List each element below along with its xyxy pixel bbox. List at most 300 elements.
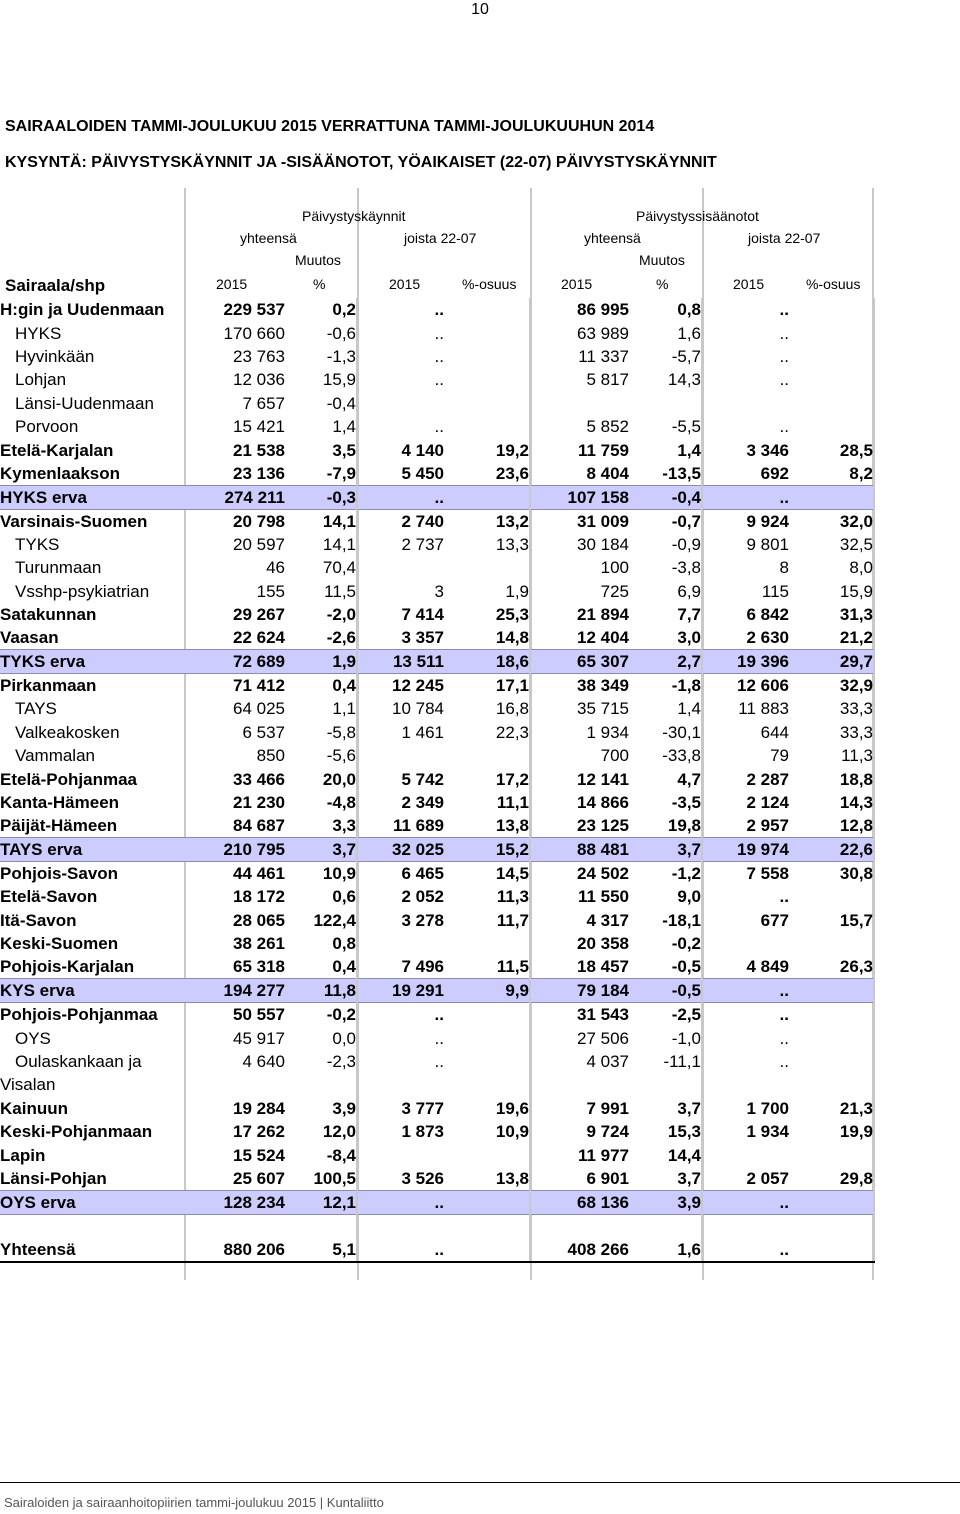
- cell-value: 4 140: [401, 440, 444, 460]
- cell-value: 4 317: [586, 910, 629, 930]
- cell-value: 100,5: [285, 1167, 357, 1191]
- cell-value: 64 025: [233, 699, 285, 719]
- table-row: [0, 744, 874, 767]
- row-label: Pirkanmaan: [0, 676, 97, 696]
- cell-value: 12,0: [285, 1120, 357, 1143]
- table-row: [0, 697, 874, 720]
- cell-value: [702, 932, 789, 955]
- cell-value: 6 901: [586, 1168, 629, 1188]
- cell-value: 18 172: [233, 887, 285, 907]
- cell-value: 2,7: [629, 650, 702, 674]
- cell-value: 408 266: [530, 1238, 629, 1262]
- cell-value: 9 724: [586, 1122, 629, 1142]
- header-year: 2015: [216, 276, 248, 292]
- row-label: Etelä-Savon: [0, 887, 98, 907]
- cell-value: [789, 1143, 874, 1166]
- cell-value: 6,9: [629, 580, 702, 603]
- cell-value: 2 052: [401, 887, 444, 907]
- row-label: Kanta-Hämeen: [0, 793, 120, 813]
- table-row: [0, 862, 874, 886]
- cell-value: 3 526: [401, 1168, 444, 1188]
- cell-value: [702, 1073, 789, 1096]
- cell-value: 9,0: [629, 885, 702, 908]
- row-label: Päijät-Hämeen: [0, 816, 118, 836]
- cell-value: 7 496: [401, 957, 444, 977]
- cell-value: 14,1: [285, 509, 357, 533]
- cell-value: -0,4: [629, 485, 702, 509]
- cell-value: 19 396: [702, 650, 789, 674]
- header-share: %-osuus: [806, 276, 861, 292]
- cell-value: [357, 1214, 444, 1238]
- cell-value: 128 234: [184, 1190, 285, 1214]
- cell-value: 7 414: [401, 605, 444, 625]
- cell-value: ..: [357, 1238, 444, 1262]
- cell-value: -5,7: [629, 345, 702, 368]
- cell-value: 25 607: [233, 1168, 285, 1188]
- cell-value: [789, 979, 874, 1003]
- cell-value: 3 777: [401, 1098, 444, 1118]
- header-change-visits: Muutos: [295, 252, 341, 268]
- cell-value: ..: [779, 323, 789, 343]
- cell-value: 21 230: [233, 793, 285, 813]
- cell-value: [444, 1190, 530, 1214]
- cell-value: [530, 1214, 629, 1238]
- cell-value: 12 245: [392, 676, 444, 696]
- table-row: [0, 392, 874, 415]
- cell-value: -5,6: [285, 744, 357, 767]
- cell-value: 19,8: [629, 814, 702, 838]
- cell-value: [789, 932, 874, 955]
- report-title: SAIRAALOIDEN TAMMI-JOULUKUU 2015 VERRATTUNA TAMMI-JOULUKUUHUN 2014: [5, 118, 655, 135]
- page-number: 10: [471, 1, 489, 18]
- cell-value: ..: [702, 1190, 789, 1214]
- cell-value: 27 506: [577, 1028, 629, 1048]
- row-label: Vammalan: [15, 746, 95, 766]
- cell-value: 38 349: [577, 676, 629, 696]
- cell-value: 14,1: [285, 533, 357, 556]
- cell-value: 31 009: [577, 511, 629, 531]
- cell-value: 19 291: [357, 979, 444, 1003]
- cell-value: 7 991: [586, 1098, 629, 1118]
- cell-value: [702, 392, 789, 415]
- cell-value: 20 798: [233, 511, 285, 531]
- cell-value: 14,3: [789, 791, 874, 814]
- cell-value: 2 740: [401, 511, 444, 531]
- cell-value: -0,2: [629, 932, 702, 955]
- cell-value: 11,3: [789, 744, 874, 767]
- cell-value: -2,5: [629, 1003, 702, 1027]
- cell-value: 11 883: [738, 699, 789, 719]
- cell-value: ..: [779, 887, 789, 907]
- cell-value: 725: [600, 581, 629, 601]
- cell-value: [184, 1214, 285, 1238]
- row-label: [0, 1214, 184, 1238]
- cell-value: 18,6: [444, 650, 530, 674]
- row-label: OYS erva: [0, 1190, 184, 1214]
- cell-value: -5,5: [629, 415, 702, 438]
- cell-value: 14,5: [444, 862, 530, 886]
- cell-value: -5,8: [285, 721, 357, 744]
- table-row: [0, 438, 874, 461]
- table-row: [0, 1003, 874, 1027]
- table-header: [0, 188, 880, 298]
- cell-value: ..: [434, 346, 444, 366]
- row-label: Vaasan: [0, 628, 59, 648]
- cell-value: -7,9: [285, 462, 357, 486]
- cell-value: [789, 1190, 874, 1214]
- cell-value: 22,3: [444, 721, 530, 744]
- cell-value: 44 461: [233, 864, 285, 884]
- cell-value: 11 550: [577, 887, 629, 907]
- row-label: Länsi-Pohjan: [0, 1168, 107, 1188]
- cell-value: 115: [761, 581, 789, 601]
- cell-value: 107 158: [530, 485, 629, 509]
- cell-value: 15 421: [233, 417, 285, 437]
- cell-value: 229 537: [223, 300, 285, 320]
- cell-value: 15,2: [444, 838, 530, 862]
- cell-value: [789, 485, 874, 509]
- cell-value: 11 689: [392, 816, 444, 836]
- cell-value: 155: [256, 581, 285, 601]
- header-hospital-label: Sairaala/shp: [5, 276, 106, 295]
- cell-value: -0,3: [285, 485, 357, 509]
- row-label: Lapin: [0, 1145, 46, 1165]
- cell-value: 11,7: [444, 909, 530, 932]
- cell-value: 17 262: [233, 1122, 285, 1142]
- cell-value: 4 640: [242, 1052, 285, 1071]
- header-percent: %: [656, 276, 669, 292]
- cell-value: 23 136: [233, 463, 285, 483]
- cell-value: 29 267: [233, 605, 285, 625]
- erva-summary-row: [0, 650, 874, 674]
- row-label: Varsinais-Suomen: [0, 511, 148, 531]
- cell-value: -0,2: [285, 1003, 357, 1027]
- cell-value: [444, 321, 530, 344]
- cell-value: 30 184: [577, 534, 629, 554]
- cell-value: 70,4: [285, 556, 357, 579]
- cell-value: [444, 1050, 530, 1073]
- table-row: [0, 580, 874, 603]
- cell-value: 8 404: [586, 463, 629, 483]
- row-label: Pohjois-Pohjanmaa: [0, 1005, 158, 1025]
- cell-value: [789, 345, 874, 368]
- row-label: Satakunnan: [0, 605, 97, 625]
- cell-value: 677: [760, 910, 789, 930]
- cell-value: 18,8: [789, 767, 874, 790]
- cell-value: 15 524: [233, 1145, 285, 1165]
- cell-value: 3,0: [629, 626, 702, 650]
- cell-value: 13,8: [444, 1167, 530, 1191]
- cell-value: [789, 1003, 874, 1027]
- table-row: [0, 1143, 874, 1166]
- table-row: [0, 1120, 874, 1143]
- header-year: 2015: [389, 276, 421, 292]
- cell-value: 3 346: [746, 440, 789, 460]
- cell-value: -11,1: [629, 1050, 702, 1073]
- cell-value: 12 036: [233, 370, 285, 390]
- row-label: Lohjan: [15, 370, 67, 390]
- cell-value: -0,7: [629, 509, 702, 533]
- cell-value: 644: [760, 722, 789, 742]
- cell-value: 11,3: [444, 885, 530, 908]
- cell-value: 28 065: [233, 910, 285, 930]
- cell-value: 3,5: [285, 438, 357, 461]
- cell-value: [444, 932, 530, 955]
- cell-value: 68 136: [530, 1190, 629, 1214]
- row-label: Turunmaan: [15, 558, 102, 578]
- cell-value: 5 817: [586, 370, 629, 390]
- row-label: Kainuun: [0, 1098, 68, 1118]
- cell-value: -33,8: [629, 744, 702, 767]
- cell-value: [444, 1143, 530, 1166]
- cell-value: 15,9: [285, 368, 357, 391]
- cell-value: 11 977: [577, 1145, 629, 1165]
- header-year: 2015: [733, 276, 765, 292]
- row-label: Oulaskankaan ja: [15, 1052, 142, 1071]
- cell-value: [789, 1026, 874, 1049]
- cell-value: 4 849: [746, 957, 789, 977]
- cell-value: 2 737: [401, 534, 444, 554]
- cell-value: [285, 1214, 357, 1238]
- cell-value: 19,9: [789, 1120, 874, 1143]
- table-row: [0, 721, 874, 744]
- cell-value: -2,0: [285, 603, 357, 626]
- cell-value: 1 700: [746, 1098, 789, 1118]
- cell-value: [444, 345, 530, 368]
- cell-value: 170 660: [223, 323, 285, 343]
- cell-value: 1,6: [629, 321, 702, 344]
- table-row: [0, 321, 874, 344]
- cell-value: 850: [256, 746, 285, 766]
- cell-value: [629, 1214, 702, 1238]
- cell-value: 0,8: [285, 932, 357, 955]
- cell-value: 33 466: [233, 769, 285, 789]
- row-label: Visalan: [0, 1075, 56, 1095]
- row-label: HYKS erva: [0, 485, 184, 509]
- cell-value: ..: [702, 1238, 789, 1262]
- statistics-table: [0, 188, 880, 1263]
- cell-value: ..: [702, 979, 789, 1003]
- cell-value: 0,6: [285, 885, 357, 908]
- cell-value: 79: [770, 746, 789, 766]
- cell-value: 9,9: [444, 979, 530, 1003]
- table-row: [0, 909, 874, 932]
- cell-value: ..: [434, 1005, 444, 1025]
- cell-value: 84 687: [233, 816, 285, 836]
- table-row: [0, 462, 874, 486]
- header-night-visits: joista 22-07: [404, 230, 477, 246]
- table-row: [0, 1050, 874, 1073]
- cell-value: [789, 1073, 874, 1096]
- cell-value: 100: [600, 558, 629, 578]
- cell-value: 1,4: [285, 415, 357, 438]
- cell-value: 32,0: [789, 509, 874, 533]
- row-label: Hyvinkään: [15, 346, 95, 366]
- cell-value: ..: [779, 1052, 789, 1071]
- cell-value: 1,4: [629, 438, 702, 461]
- cell-value: 30,8: [789, 862, 874, 886]
- cell-value: 33,3: [789, 721, 874, 744]
- cell-value: 0,2: [285, 298, 357, 321]
- cell-value: 15,9: [789, 580, 874, 603]
- row-label: Kymenlaakson: [0, 463, 120, 483]
- cell-value: -3,8: [629, 556, 702, 579]
- cell-value: 23 763: [233, 346, 285, 366]
- table-row: [0, 415, 874, 438]
- cell-value: [444, 298, 530, 321]
- cell-value: 18 457: [577, 957, 629, 977]
- table-row: [0, 298, 874, 321]
- cell-value: 23,6: [444, 462, 530, 486]
- header-group-visits: Päivystyskäynnit: [302, 208, 406, 224]
- table-row: [0, 814, 874, 838]
- cell-value: -0,4: [285, 392, 357, 415]
- cell-value: [357, 556, 444, 579]
- cell-value: 26,3: [789, 955, 874, 979]
- cell-value: 21 894: [577, 605, 629, 625]
- cell-value: 20,0: [285, 767, 357, 790]
- header-total-visits: yhteensä: [240, 230, 297, 246]
- cell-value: 11,5: [444, 955, 530, 979]
- cell-value: [629, 392, 702, 415]
- cell-value: 2 349: [401, 793, 444, 813]
- cell-value: 7 558: [746, 864, 789, 884]
- cell-value: 29,8: [789, 1167, 874, 1191]
- cell-value: [444, 1073, 530, 1096]
- row-label: TAYS erva: [0, 838, 184, 862]
- cell-value: [357, 1143, 444, 1166]
- cell-value: [444, 1238, 530, 1262]
- cell-value: 11 759: [577, 440, 629, 460]
- cell-value: 63 989: [577, 323, 629, 343]
- cell-value: 14 866: [577, 793, 629, 813]
- cell-value: 700: [600, 746, 629, 766]
- cell-value: ..: [357, 485, 444, 509]
- cell-value: ..: [357, 1190, 444, 1214]
- cell-value: 19,6: [444, 1097, 530, 1120]
- cell-value: 46: [266, 558, 285, 578]
- table-row: [0, 955, 874, 979]
- cell-value: 88 481: [530, 838, 629, 862]
- cell-value: [789, 1050, 874, 1073]
- cell-value: [444, 556, 530, 579]
- cell-value: 3 278: [401, 910, 444, 930]
- cell-value: ..: [434, 1052, 444, 1071]
- erva-summary-row: [0, 979, 874, 1003]
- row-label: TYKS: [15, 534, 60, 554]
- row-label: KYS erva: [0, 979, 184, 1003]
- header-share: %-osuus: [462, 276, 517, 292]
- row-label: Pohjois-Savon: [0, 864, 119, 884]
- page-footer: Sairaloiden ja sairaanhoitopiirien tammi-joulukuu 2015 | Kuntaliitto: [4, 1495, 384, 1510]
- cell-value: -1,0: [629, 1026, 702, 1049]
- cell-value: 35 715: [577, 699, 629, 719]
- table-row: [0, 603, 874, 626]
- cell-value: 15,7: [789, 909, 874, 932]
- cell-value: -1,2: [629, 862, 702, 886]
- total-row: [0, 1238, 874, 1262]
- cell-value: 22,6: [789, 838, 874, 862]
- cell-value: 0,4: [285, 674, 357, 698]
- cell-value: 274 211: [184, 485, 285, 509]
- cell-value: 65 318: [233, 957, 285, 977]
- cell-value: ..: [434, 323, 444, 343]
- table-row: [0, 626, 874, 650]
- cell-value: [530, 1073, 629, 1096]
- cell-value: 880 206: [184, 1238, 285, 1262]
- cell-value: 71 412: [233, 676, 285, 696]
- cell-value: -30,1: [629, 721, 702, 744]
- cell-value: ..: [779, 370, 789, 390]
- cell-value: 11,1: [444, 791, 530, 814]
- row-label: Valkeakosken: [15, 722, 120, 742]
- cell-value: 21,2: [789, 626, 874, 650]
- cell-value: 3,7: [629, 1167, 702, 1191]
- cell-value: 32,5: [789, 533, 874, 556]
- cell-value: 33,3: [789, 697, 874, 720]
- row-label: Pohjois-Karjalan: [0, 957, 135, 977]
- cell-value: [444, 744, 530, 767]
- cell-value: 45 917: [233, 1028, 285, 1048]
- cell-value: 2 957: [746, 816, 789, 836]
- row-label: H:gin ja Uudenmaan: [0, 300, 165, 320]
- cell-value: [789, 1214, 874, 1238]
- cell-value: ..: [779, 346, 789, 366]
- cell-value: 19 284: [233, 1098, 285, 1118]
- cell-value: -3,5: [629, 791, 702, 814]
- cell-value: ..: [779, 300, 789, 320]
- cell-value: 8,0: [789, 556, 874, 579]
- cell-value: 12 606: [737, 676, 789, 696]
- cell-value: 1,6: [629, 1238, 702, 1262]
- table-row: [0, 1167, 874, 1191]
- cell-value: 3: [434, 581, 444, 601]
- cell-value: 1,9: [444, 580, 530, 603]
- header-total-admissions: yhteensä: [584, 230, 641, 246]
- cell-value: 122,4: [285, 909, 357, 932]
- cell-value: -18,1: [629, 909, 702, 932]
- cell-value: 5 852: [586, 417, 629, 437]
- cell-value: -2,6: [285, 626, 357, 650]
- cell-value: 5 450: [401, 463, 444, 483]
- cell-value: [357, 744, 444, 767]
- cell-value: 3,7: [629, 1097, 702, 1120]
- cell-value: ..: [434, 1028, 444, 1048]
- cell-value: 4 037: [586, 1052, 629, 1071]
- cell-value: 2 124: [746, 793, 789, 813]
- row-label: Keski-Suomen: [0, 934, 119, 954]
- table-row: [0, 885, 874, 908]
- row-label: Keski-Pohjanmaan: [0, 1122, 153, 1142]
- cell-value: ..: [434, 300, 444, 320]
- cell-value: 8: [779, 558, 789, 578]
- cell-value: 3,9: [285, 1097, 357, 1120]
- cell-value: 7,7: [629, 603, 702, 626]
- report-subtitle: KYSYNTÄ: PÄIVYSTYSKÄYNNIT JA -SISÄÄNOTOT, YÖAIKAISET (22-07) PÄIVYSTYSKÄYNNIT: [5, 154, 717, 171]
- cell-value: 8,2: [789, 462, 874, 486]
- cell-value: [789, 392, 874, 415]
- cell-value: 12 404: [577, 628, 629, 648]
- header-change-admissions: Muutos: [639, 252, 685, 268]
- row-label: TAYS: [15, 699, 57, 719]
- cell-value: -8,4: [285, 1143, 357, 1166]
- cell-value: 22 624: [233, 628, 285, 648]
- cell-value: 11,5: [285, 580, 357, 603]
- table-row: [0, 368, 874, 391]
- cell-value: 6 842: [746, 605, 789, 625]
- cell-value: 1 873: [401, 1122, 444, 1142]
- cell-value: 2 630: [746, 628, 789, 648]
